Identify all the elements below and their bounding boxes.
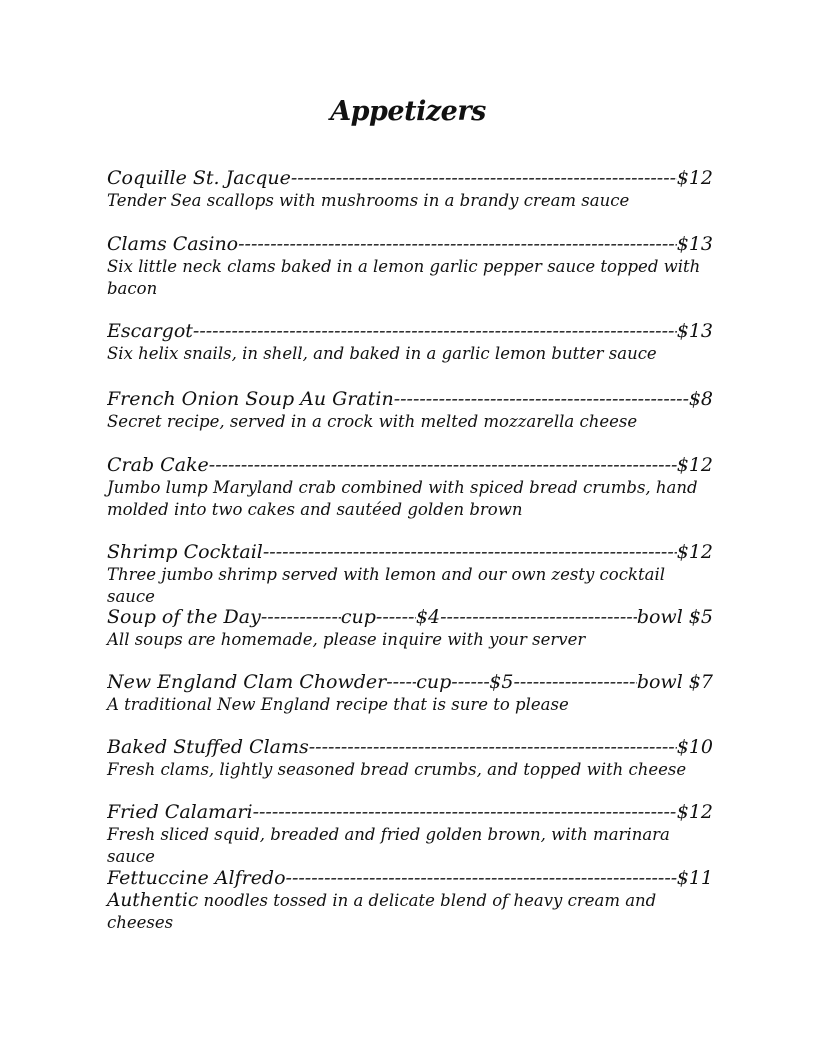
menu-item xyxy=(107,319,713,365)
menu-item-heading xyxy=(107,232,713,256)
menu-item-description: Tender Sea scallops with mushrooms in a brandy cream sauce xyxy=(107,191,630,210)
menu-item xyxy=(107,232,713,300)
menu-item-description: Fresh clams, lightly seasoned bread crumbs, and topped with cheese xyxy=(107,760,687,779)
menu-item-price: $11 xyxy=(676,867,713,889)
menu-item xyxy=(107,540,713,608)
menu-item-name: New England Clam Chowder xyxy=(107,671,387,693)
menu-item-description: Secret recipe, served in a crock with melted mozzarella cheese xyxy=(107,412,638,431)
menu-item-description: Six helix snails, in shell, and baked in a garlic lemon butter sauce xyxy=(107,344,657,363)
cup-label: cup xyxy=(416,671,452,693)
cup-price: $5 xyxy=(489,671,514,693)
bowl-price: bowl $7 xyxy=(636,671,713,693)
menu-item-heading xyxy=(107,166,713,190)
menu-item-name: Coquille St. Jacque xyxy=(107,167,291,189)
leader-dashes xyxy=(286,866,677,890)
leader-dashes xyxy=(193,319,677,343)
leader-dashes xyxy=(451,670,489,694)
menu-item-description: Six little neck clams baked in a lemon garlic pepper sauce topped with bacon xyxy=(107,257,701,298)
menu-item-price: $13 xyxy=(676,233,713,255)
leader-dashes xyxy=(291,166,677,190)
leader-dashes xyxy=(309,735,677,759)
menu-item-price: $12 xyxy=(676,167,713,189)
menu-item-price: $10 xyxy=(676,736,713,758)
menu-item-heading xyxy=(107,319,713,343)
menu-item xyxy=(107,735,713,781)
menu-item-description xyxy=(107,890,707,934)
leader-dashes xyxy=(261,605,341,629)
menu-item-name: Fettuccine Alfredo xyxy=(107,867,286,889)
menu-item xyxy=(107,605,713,651)
menu-item-description: Fresh sliced squid, breaded and fried golden brown, with marinara sauce xyxy=(107,825,670,866)
menu-item-heading xyxy=(107,800,713,824)
leader-dashes xyxy=(376,605,416,629)
menu-item-description: All soups are homemade, please inquire with your server xyxy=(107,630,586,649)
menu-item xyxy=(107,387,713,433)
menu-item-description: Three jumbo shrimp served with lemon and our own zesty cocktail sauce xyxy=(107,565,665,606)
menu-item-heading xyxy=(107,453,713,477)
leader-dashes xyxy=(394,387,689,411)
page-title: Appetizers xyxy=(330,96,486,127)
leader-dashes xyxy=(513,670,636,694)
menu-item-heading xyxy=(107,605,713,629)
leader-dashes xyxy=(253,800,677,824)
description-rest: noodles tossed in a delicate blend of heavy cream and cheeses xyxy=(107,891,657,932)
menu-item-heading xyxy=(107,735,713,759)
cup-price: $4 xyxy=(415,606,441,628)
menu-item-name: Baked Stuffed Clams xyxy=(107,736,309,758)
leader-dashes xyxy=(263,540,677,564)
leader-dashes xyxy=(440,605,637,629)
menu-item-description: A traditional New England recipe that is sure to please xyxy=(107,695,569,714)
menu-item-heading xyxy=(107,387,713,411)
menu-item xyxy=(107,800,713,868)
description-lead: Authentic xyxy=(107,890,199,911)
menu-item-heading xyxy=(107,670,713,694)
menu-item-name: Soup of the Day xyxy=(107,606,261,628)
menu-item-name: Clams Casino xyxy=(107,233,239,255)
menu-item xyxy=(107,670,713,716)
leader-dashes xyxy=(386,670,416,694)
menu-item-name: Fried Calamari xyxy=(107,801,253,823)
menu-item xyxy=(107,866,713,934)
menu-item-heading xyxy=(107,540,713,564)
menu-item-price: $12 xyxy=(676,454,713,476)
leader-dashes xyxy=(238,232,677,256)
menu-item-heading xyxy=(107,866,713,890)
cup-label: cup xyxy=(340,606,376,628)
menu-item-price: $13 xyxy=(676,320,713,342)
menu-item-description: Jumbo lump Maryland crab combined with spiced bread crumbs, hand molded into two cakes and sautéed golden brown xyxy=(107,478,698,519)
menu-item-name: Shrimp Cocktail xyxy=(107,541,263,563)
menu-item-price: $12 xyxy=(676,801,713,823)
menu-item-name: Crab Cake xyxy=(107,454,209,476)
leader-dashes xyxy=(209,453,677,477)
menu-item-name: Escargot xyxy=(107,320,193,342)
bowl-price: bowl $5 xyxy=(636,606,713,628)
menu-item xyxy=(107,166,713,212)
menu-item-price: $8 xyxy=(688,388,713,410)
menu-item xyxy=(107,453,713,521)
menu-item-price: $12 xyxy=(676,541,713,563)
menu-item-name: French Onion Soup Au Gratin xyxy=(107,388,394,410)
